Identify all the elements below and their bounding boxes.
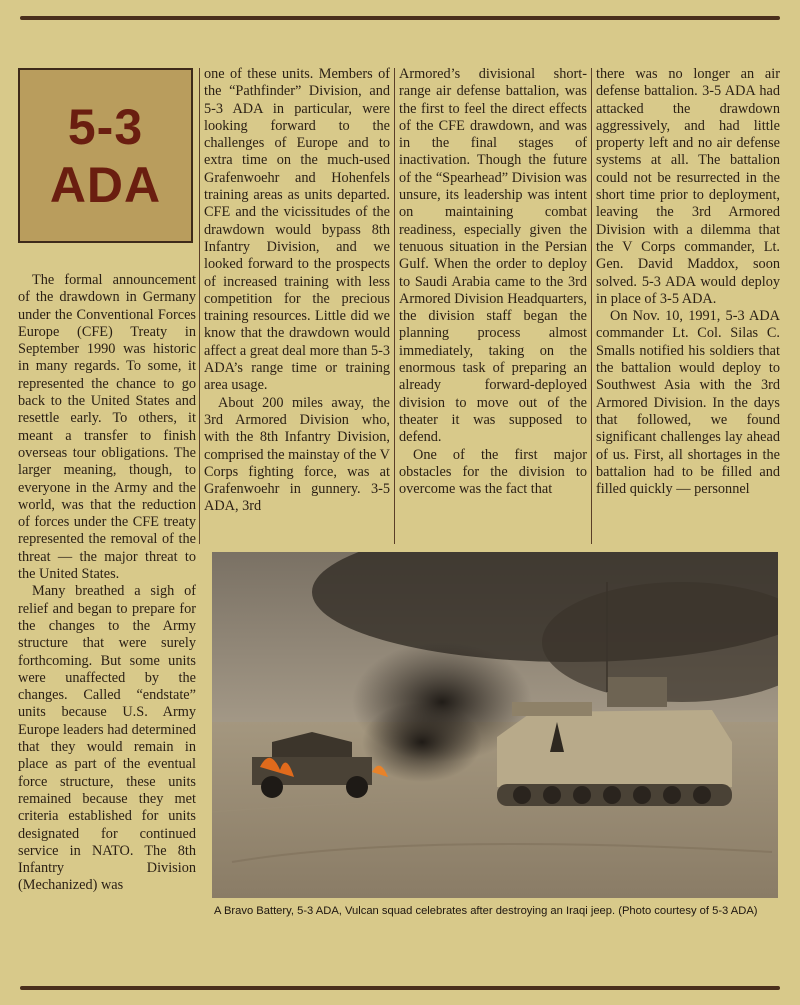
paragraph: one of these units. Members of the “Pathfinder” Division, and 5-3 ADA in particular, were looking forward to the challenges of Europe and to extra time on the much-used Grafenwoehr and Hohenfels training areas as units departed. CFE and the vicissitudes of the drawdown would bypass 8th Infantry Division, and we looked forward to the prospects of increased training with less competition for the precious training resources. Little did we know that the drawdown would affect a great deal more than 5-3 ADA’s range time or training area usage.	[204, 66, 390, 394]
photo-illustration	[212, 552, 778, 898]
title-box	[18, 68, 193, 243]
desert-battle-photo	[212, 552, 778, 898]
paragraph: On Nov. 10, 1991, 5-3 ADA commander Lt. Col. Silas C. Smalls notified his soldiers that the battalion would deploy to Southwest Asia with the 3rd Armored Division. In the days that followed, we found significant challenges lay ahead of us. First, all shortages in the battalion had to be filled and filled quickly — personnel	[596, 308, 780, 498]
paragraph: Armored’s divisional short-range air defense battalion, was the first to feel the direct effects of the CFE drawdown, and was in the final stages of inactivation. Though the future of the “Spearhead” Division was unsure, its leadership was intent on maintaining combat readiness, especially given the tenuous situation in the Persian Gulf. When the order to deploy to Saudi Arabia came to the 3rd Armored Division Headquarters, the division staff began the planning process almost immediately, taking on the enormous task of preparing an already forward-deployed division to move out of the theater it was supposed to defend.	[399, 66, 587, 446]
article-column-4	[596, 66, 780, 544]
article-column-3	[399, 66, 587, 544]
bottom-rule	[20, 986, 780, 990]
article-column-2	[204, 66, 390, 544]
article-column-1	[18, 272, 196, 940]
title-line-2: ADA	[49, 156, 162, 213]
top-rule	[20, 16, 780, 20]
paragraph: One of the first major obstacles for the division to overcome was the fact that	[399, 446, 587, 498]
paragraph: The formal announcement of the drawdown in Germany under the Conventional Forces Europe (CFE) Treaty in September 1990 was historic in many regards. To some, it represented the chance to go back to the United States and resettle early. To others, it meant a transfer to finish overseas tour obligations. The larger meaning, though, to everyone in the Army and the world, was that the reduction of forces under the CFE treaty represented the removal of the threat — the major threat to the United States.	[18, 272, 196, 583]
column-divider	[199, 68, 200, 544]
title-line-1: 5-3	[67, 98, 144, 155]
paragraph: there was no longer an air defense battalion. 3-5 ADA had attacked the drawdown aggressively, and had little property left and no air defense systems at all. The battalion could not be resurrected in the short time prior to deployment, leaving the 3rd Armored Division with a dilemma that the V Corps commander, Lt. Gen. David Maddox, soon solved. 5-3 ADA would deploy in place of 3-5 ADA.	[596, 66, 780, 307]
paragraph: About 200 miles away, the 3rd Armored Division who, with the 8th Infantry Division, comprised the mainstay of the V Corps fighting force, was at Grafenwoehr in gunnery. 3-5 ADA, 3rd	[204, 394, 390, 515]
photo-caption: A Bravo Battery, 5-3 ADA, Vulcan squad celebrates after destroying an Iraqi jeep. (Photo courtesy of 5-3 ADA)	[214, 905, 758, 917]
column-divider	[591, 68, 592, 544]
paragraph: Many breathed a sigh of relief and began to prepare for the changes to the Army structure that were surely forthcoming. But some units were unaffected by the changes. Called “endstate” units because U.S. Army Europe leaders had determined that they would remain in place as part of the eventual force structure, these units remained because they met criteria established for units designated for continued service in NATO. The 8th Infantry Division (Mechanized) was	[18, 583, 196, 894]
column-divider	[394, 68, 395, 544]
